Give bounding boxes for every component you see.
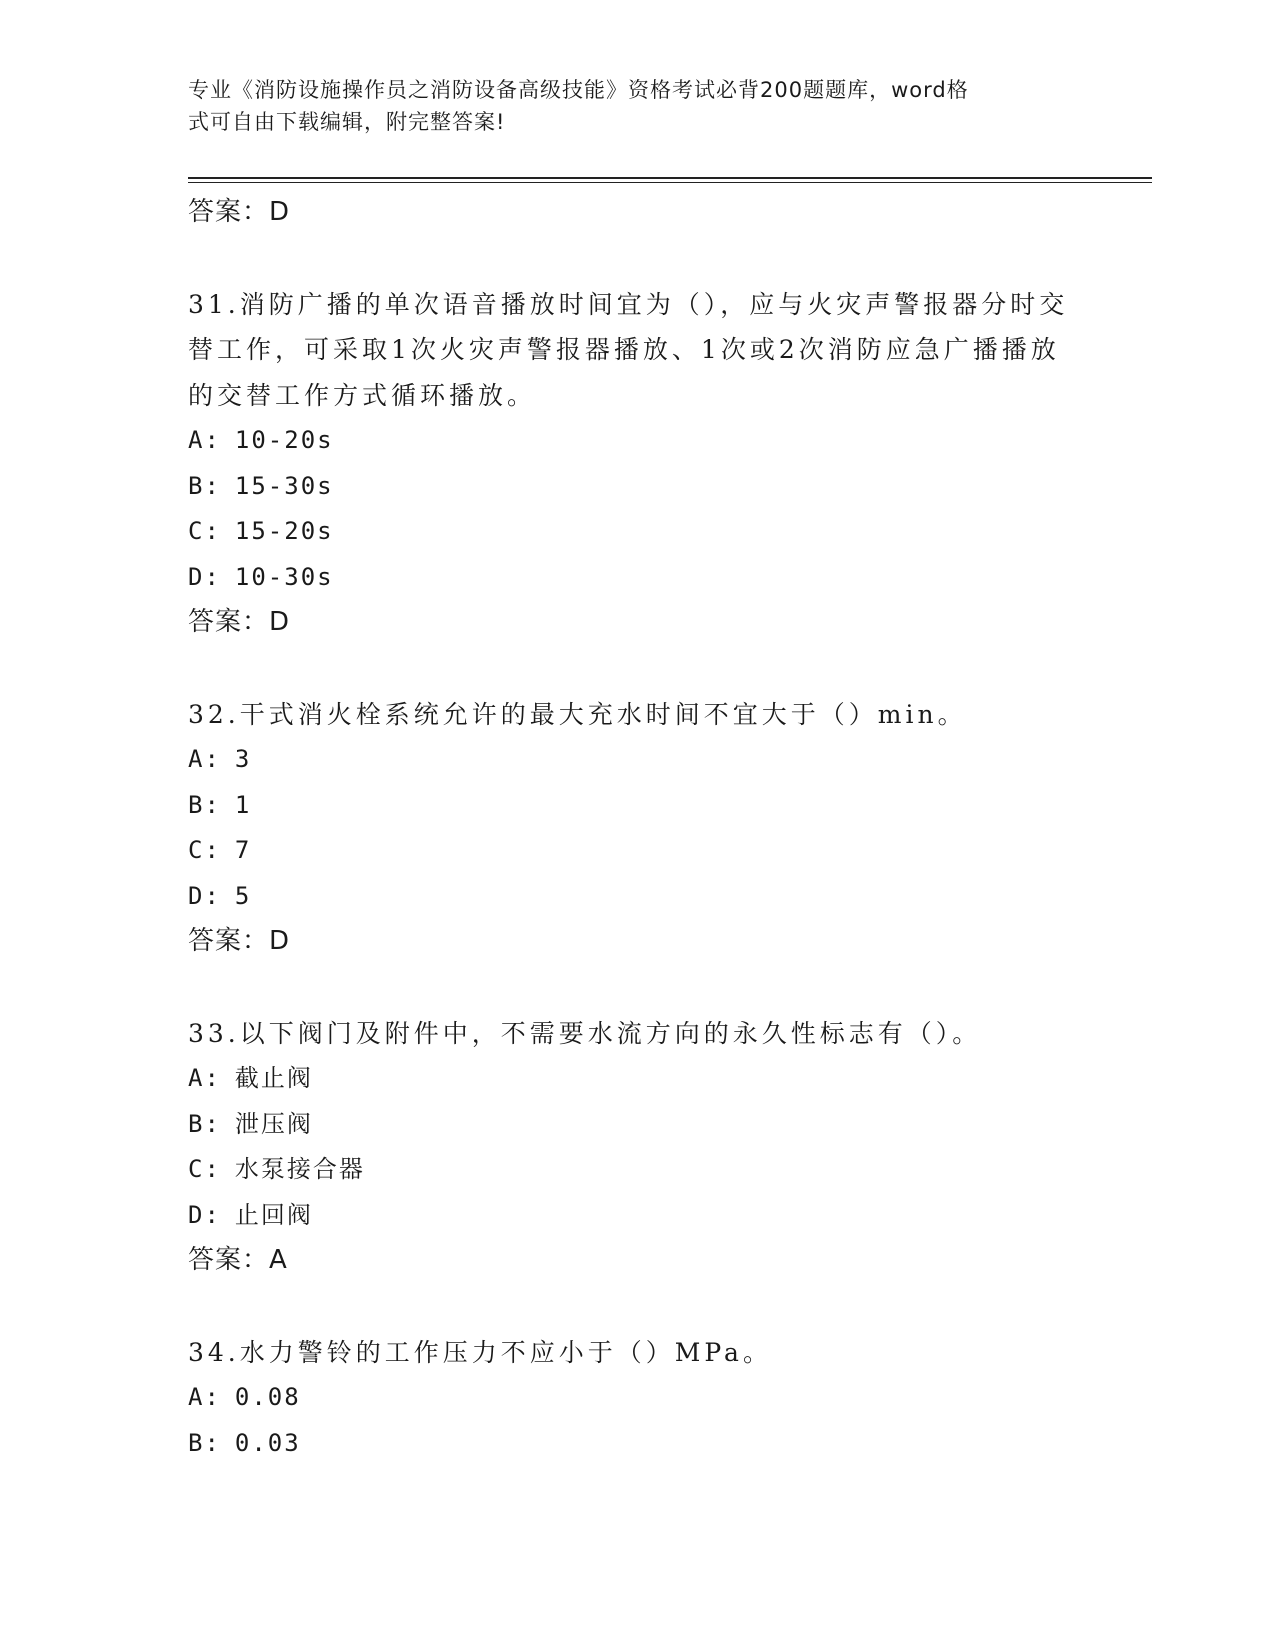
option-c — [188, 509, 1088, 555]
option-label: C: — [188, 1155, 221, 1183]
option-d — [188, 1193, 1088, 1239]
spacer — [188, 1284, 1088, 1330]
question-text-line: 的交替工作方式循环播放。 — [188, 380, 537, 410]
option-a — [188, 418, 1088, 464]
option-text: 3 — [234, 745, 252, 773]
option-text: 截止阀 — [234, 1064, 313, 1092]
option-text: 0.08 — [234, 1383, 301, 1411]
option-text: 15-20s — [234, 517, 334, 545]
previous-answer: 答案：D — [188, 197, 291, 227]
question-text-line: 33.以下阀门及附件中，不需要水流方向的永久性标志有（）。 — [188, 1018, 982, 1048]
option-label: D: — [188, 562, 221, 591]
option-text: 泄压阀 — [234, 1109, 313, 1138]
option-label: A: — [188, 1383, 221, 1411]
document-header — [188, 74, 1088, 138]
option-text: 1 — [234, 790, 252, 819]
question-32 — [188, 692, 1088, 965]
spacer — [188, 646, 1088, 692]
option-b — [188, 464, 1088, 510]
header-line-2: 式可自由下载编辑，附完整答案! — [188, 110, 506, 134]
option-c — [188, 1147, 1088, 1193]
answer-line: 答案：A — [188, 1245, 288, 1275]
option-label: B: — [188, 1109, 221, 1138]
option-label: B: — [188, 790, 221, 819]
question-text-line: 34.水力警铃的工作压力不应小于（）MPa。 — [188, 1337, 772, 1367]
option-label: A: — [188, 745, 221, 773]
answer-line: 答案：D — [188, 926, 291, 956]
option-a — [188, 1056, 1088, 1102]
option-text: 5 — [234, 881, 252, 910]
answer-line: 答案：D — [188, 607, 291, 637]
option-label: A: — [188, 1064, 221, 1092]
question-list — [188, 190, 1088, 1466]
question-text-line: 替工作，可采取1次火灾声警报器播放、1次或2次消防应急广播播放 — [188, 335, 1060, 364]
option-d — [188, 555, 1088, 601]
option-a — [188, 737, 1088, 783]
option-label: A: — [188, 426, 221, 454]
option-label: D: — [188, 881, 221, 910]
option-b — [188, 1421, 1088, 1467]
question-31 — [188, 282, 1088, 646]
option-text: 10-20s — [234, 426, 334, 454]
option-label: C: — [188, 517, 221, 545]
option-c — [188, 828, 1088, 874]
option-b — [188, 783, 1088, 829]
option-b — [188, 1102, 1088, 1148]
option-text: 水泵接合器 — [234, 1155, 365, 1183]
option-text: 0.03 — [234, 1428, 301, 1457]
option-label: B: — [188, 471, 221, 500]
option-label: B: — [188, 1428, 221, 1457]
option-label: C: — [188, 836, 221, 864]
option-text: 15-30s — [234, 471, 334, 500]
question-34 — [188, 1330, 1088, 1467]
spacer — [188, 965, 1088, 1011]
question-33 — [188, 1011, 1088, 1284]
option-text: 7 — [234, 836, 252, 864]
header-line-1: 专业《消防设施操作员之消防设备高级技能》资格考试必背200题题库，word格 — [188, 78, 969, 102]
question-text-line: 32.干式消火栓系统允许的最大充水时间不宜大于（）min。 — [188, 699, 967, 729]
header-divider-thick — [188, 177, 1152, 179]
header-divider-thin — [188, 182, 1152, 183]
question-text-line: 31.消防广播的单次语音播放时间宜为（），应与火灾声警报器分时交 — [188, 289, 1069, 319]
option-label: D: — [188, 1200, 221, 1229]
option-text: 10-30s — [234, 562, 334, 591]
option-d — [188, 874, 1088, 920]
option-text: 止回阀 — [234, 1200, 313, 1229]
option-a — [188, 1375, 1088, 1421]
spacer — [188, 236, 1088, 282]
